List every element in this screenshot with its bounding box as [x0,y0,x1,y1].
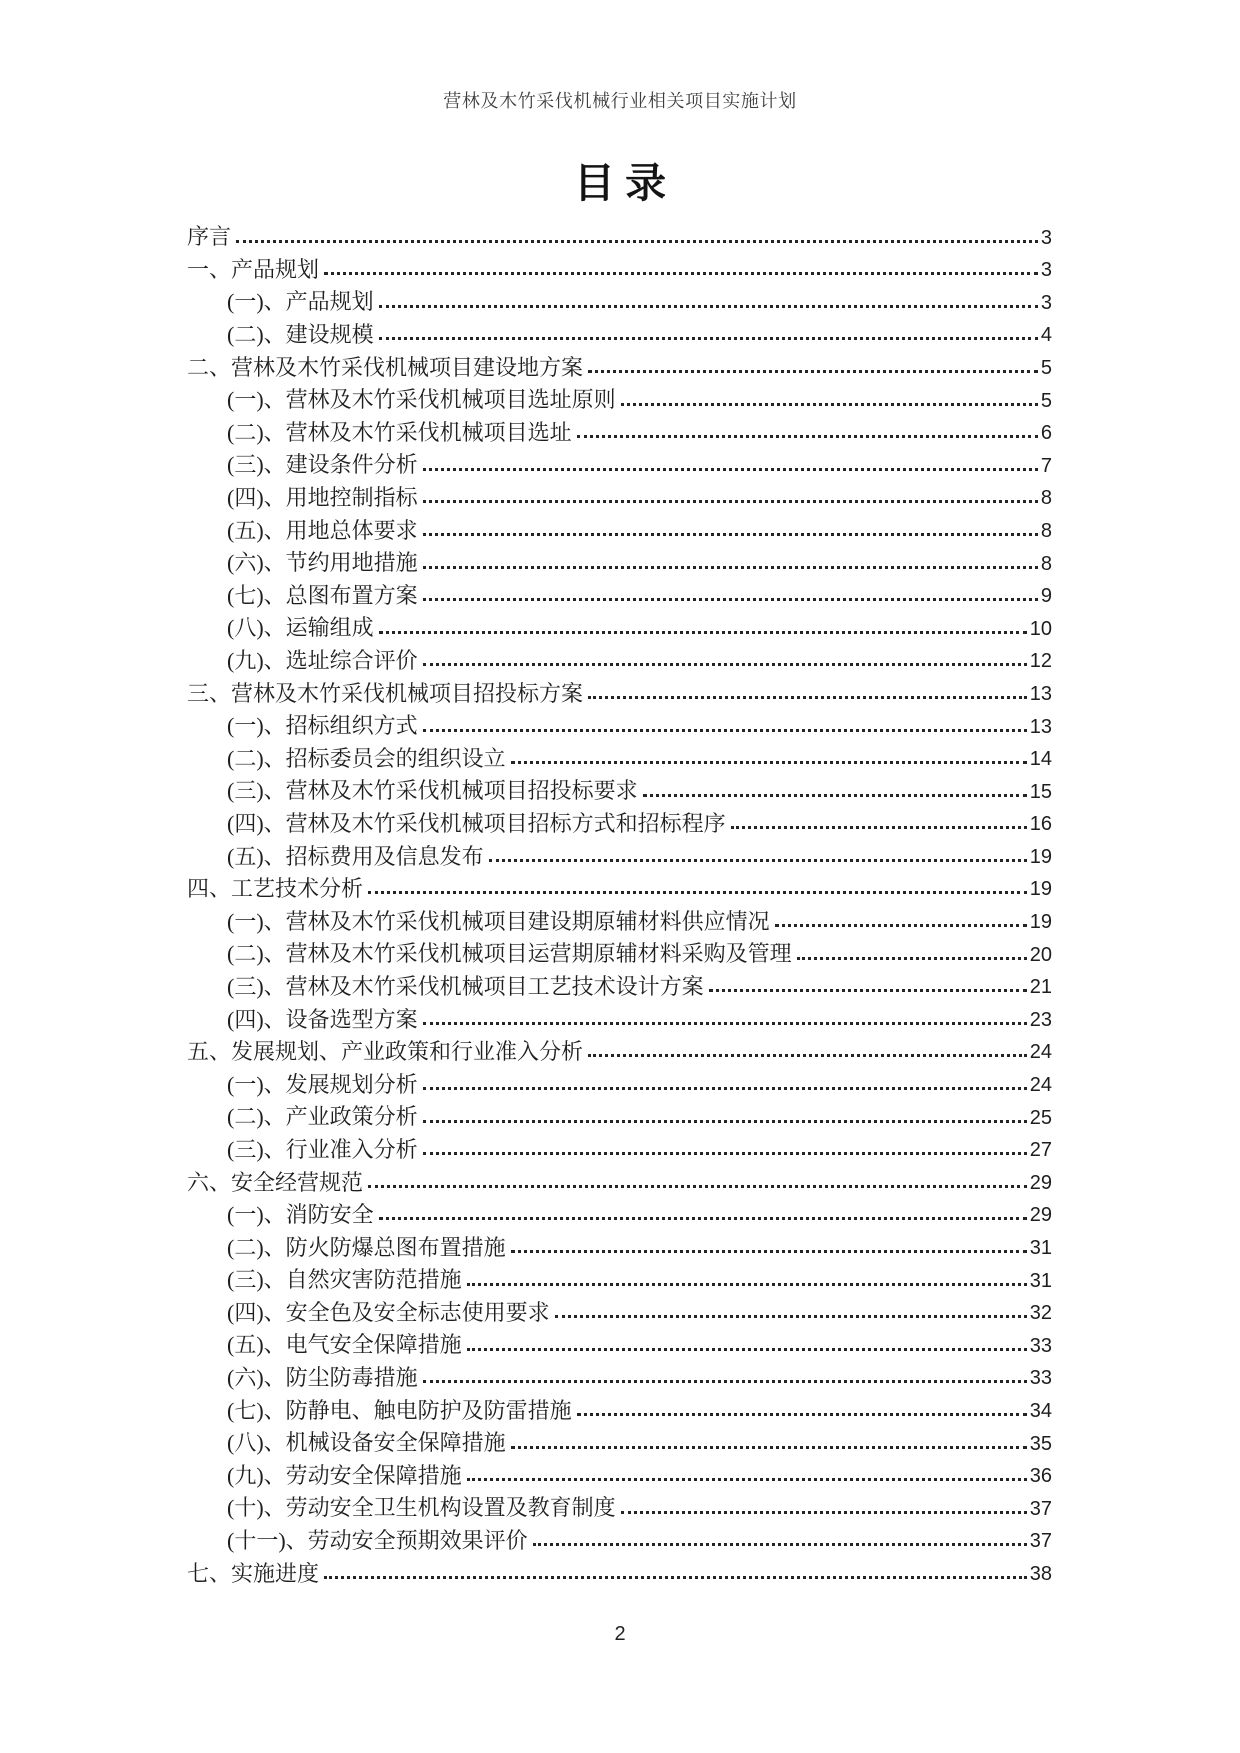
toc-entry[interactable] [187,445,1052,478]
toc-entry[interactable] [187,1260,1052,1293]
toc-entry-page-number: 38 [1029,1562,1052,1585]
dot-leader [709,989,1027,992]
toc-entry[interactable] [187,1064,1052,1097]
toc-entry-page-number: 8 [1040,519,1052,542]
dot-leader [368,891,1027,894]
toc-entry[interactable] [187,641,1052,674]
page-number-footer: 2 [614,1623,626,1645]
dot-leader [797,957,1027,960]
toc-entry-page-number: 33 [1029,1334,1052,1357]
toc-entry-page-number: 14 [1029,748,1052,771]
toc-entry-page-number: 5 [1040,356,1052,379]
toc-entry[interactable] [187,1130,1052,1163]
toc-entry-label: (二)、营林及木竹采伐机械项目选址 [227,419,572,445]
toc-entry-page-number: 34 [1029,1399,1052,1422]
toc-entry-label: (五)、招标费用及信息发布 [227,843,484,869]
toc-entry-label: (八)、机械设备安全保障措施 [227,1430,506,1456]
dot-leader [577,1413,1027,1416]
toc-entry-page-number: 24 [1029,1074,1052,1097]
toc-entry-page-number: 13 [1029,682,1052,705]
toc-entry-page-number: 9 [1040,585,1052,608]
dot-leader [379,631,1027,634]
toc-entry-label: (一)、营林及木竹采伐机械项目建设期原辅材料供应情况 [227,908,770,934]
toc-entry-page-number: 16 [1029,813,1052,836]
toc-entry[interactable] [187,1521,1052,1554]
toc-entry[interactable] [187,1423,1052,1456]
toc-entry-label: (三)、营林及木竹采伐机械项目招投标要求 [227,778,638,804]
toc-entry-label: (六)、防尘防毒措施 [227,1365,418,1391]
toc-entry[interactable] [187,315,1052,348]
toc-entry-page-number: 8 [1040,552,1052,575]
toc-entry[interactable] [187,347,1052,380]
toc-entry-page-number: 37 [1029,1530,1052,1553]
dot-leader [423,1152,1027,1155]
toc-entry-page-number: 23 [1029,1008,1052,1031]
toc-entry-page-number: 19 [1029,845,1052,868]
dot-leader [588,1054,1027,1057]
toc-entry-page-number: 19 [1029,911,1052,934]
toc-entry-label: (八)、运输组成 [227,615,374,641]
toc-entry-page-number: 27 [1029,1139,1052,1162]
toc-entry-page-number: 8 [1040,487,1052,510]
toc-entry-label: (三)、营林及木竹采伐机械项目工艺技术设计方案 [227,973,704,999]
dot-leader [324,272,1038,275]
toc-entry-label: (七)、防静电、触电防护及防雷措施 [227,1397,572,1423]
toc-entry-label: (七)、总图布置方案 [227,582,418,608]
toc-entry-label: 序言 [187,224,232,250]
toc-entry-label: (二)、建设规模 [227,322,374,348]
toc-entry-page-number: 3 [1040,226,1052,249]
toc-entry[interactable] [187,217,1052,250]
dot-leader [368,1185,1027,1188]
toc-entry[interactable] [187,999,1052,1032]
toc-entry[interactable] [187,836,1052,869]
dot-leader [731,826,1027,829]
dot-leader [621,1511,1027,1514]
toc-entry[interactable] [187,673,1052,706]
toc-entry-label: (五)、电气安全保障措施 [227,1332,462,1358]
toc-entry-label: 一、产品规划 [187,256,320,282]
toc-entry[interactable] [187,1162,1052,1195]
toc-entry-page-number: 19 [1029,878,1052,901]
toc-entry-label: (三)、行业准入分析 [227,1136,418,1162]
toc-entry-label: (四)、营林及木竹采伐机械项目招标方式和招标程序 [227,810,726,836]
toc-entry-label: (一)、发展规划分析 [227,1071,418,1097]
toc-entry[interactable] [187,804,1052,837]
toc-entry-page-number: 7 [1040,454,1052,477]
toc-entry-page-number: 35 [1029,1432,1052,1455]
toc-entry[interactable] [187,1195,1052,1228]
toc-entry-page-number: 20 [1029,943,1052,966]
toc-entry[interactable] [187,576,1052,609]
toc-entry-page-number: 4 [1040,324,1052,347]
toc-entry-label: (二)、招标委员会的组织设立 [227,745,506,771]
toc-entry-page-number: 12 [1029,650,1052,673]
document-header-title: 营林及木竹采伐机械行业相关项目实施计划 [443,91,797,111]
toc-entry-page-number: 3 [1040,259,1052,282]
table-of-contents [187,217,1052,1586]
dot-leader [643,794,1027,797]
toc-entry-label: 五、发展规划、产业政策和行业准入分析 [187,1039,584,1065]
dot-leader [577,435,1038,438]
dot-leader [423,1380,1027,1383]
toc-entry-label: 二、营林及木竹采伐机械项目建设地方案 [187,354,584,380]
toc-entry-page-number: 29 [1029,1204,1052,1227]
dot-leader [423,566,1038,569]
toc-entry[interactable] [187,1488,1052,1521]
toc-entry[interactable] [187,967,1052,1000]
dot-leader [621,403,1038,406]
dot-leader [423,500,1038,503]
toc-entry-label: 七、实施进度 [187,1560,320,1586]
toc-entry[interactable] [187,869,1052,902]
dot-leader [423,598,1038,601]
dot-leader [423,729,1027,732]
dot-leader [467,1478,1027,1481]
toc-entry-label: (二)、营林及木竹采伐机械项目运营期原辅材料采购及管理 [227,941,792,967]
toc-entry-page-number: 31 [1029,1237,1052,1259]
toc-entry-page-number: 13 [1029,715,1052,738]
dot-leader [324,1576,1027,1579]
dot-leader [489,859,1027,862]
toc-entry-label: (三)、自然灾害防范措施 [227,1267,462,1293]
toc-entry[interactable] [187,706,1052,739]
toc-entry[interactable] [187,543,1052,576]
toc-entry-label: (四)、安全色及安全标志使用要求 [227,1299,550,1325]
dot-leader [588,696,1027,699]
dot-leader [379,305,1038,308]
toc-entry-page-number: 5 [1040,389,1052,412]
toc-entry-label: (四)、设备选型方案 [227,1006,418,1032]
toc-entry[interactable] [187,1293,1052,1326]
toc-entry[interactable] [187,282,1052,315]
toc-entry-label: (一)、消防安全 [227,1202,374,1228]
toc-entry-label: 四、工艺技术分析 [187,876,364,902]
toc-entry-label: 三、营林及木竹采伐机械项目招投标方案 [187,680,584,706]
toc-entry-label: (十一)、劳动安全预期效果评价 [227,1528,528,1554]
toc-entry-page-number: 10 [1029,617,1052,640]
toc-entry[interactable] [187,510,1052,543]
dot-leader [511,1250,1027,1253]
toc-entry-label: (九)、劳动安全保障措施 [227,1462,462,1488]
toc-entry-label: (五)、用地总体要求 [227,517,418,543]
toc-entry-page-number: 6 [1040,422,1052,445]
toc-entry-page-number: 32 [1029,1302,1052,1325]
dot-leader [511,1446,1027,1449]
dot-leader [379,337,1038,340]
toc-entry[interactable] [187,478,1052,511]
toc-entry[interactable] [187,739,1052,772]
dot-leader [588,370,1038,373]
toc-entry-label: (六)、节约用地措施 [227,550,418,576]
dot-leader [423,1022,1027,1025]
toc-entry-label: (三)、建设条件分析 [227,452,418,478]
toc-entry[interactable] [187,1097,1052,1130]
toc-entry-page-number: 15 [1029,780,1052,803]
dot-leader [423,468,1038,471]
toc-entry-page-number: 33 [1029,1367,1052,1390]
dot-leader [511,761,1027,764]
dot-leader [533,1543,1027,1546]
dot-leader [467,1348,1027,1351]
toc-entry-label: (十)、劳动安全卫生机构设置及教育制度 [227,1495,616,1521]
toc-entry-label: (一)、营林及木竹采伐机械项目选址原则 [227,387,616,413]
toc-entry[interactable] [187,1390,1052,1423]
toc-entry-page-number: 21 [1029,976,1052,999]
dot-leader [236,240,1038,243]
toc-entry-page-number: 29 [1029,1171,1052,1194]
dot-leader [423,663,1027,666]
toc-entry[interactable] [187,1456,1052,1489]
toc-entry[interactable] [187,934,1052,967]
toc-entry-label: (一)、招标组织方式 [227,713,418,739]
dot-leader [423,1120,1027,1123]
toc-entry-label: (一)、产品规划 [227,289,374,315]
toc-entry-page-number: 24 [1029,1041,1052,1064]
page-title: 目 录 [573,160,667,206]
dot-leader [555,1315,1027,1318]
toc-entry-page-number: 37 [1029,1497,1052,1520]
dot-leader [775,924,1027,927]
toc-entry[interactable] [187,1032,1052,1065]
toc-entry[interactable] [187,608,1052,641]
toc-entry-page-number: 25 [1029,1106,1052,1129]
dot-leader [379,1217,1027,1220]
toc-entry[interactable] [187,1358,1052,1391]
toc-entry-page-number: 31 [1029,1269,1052,1292]
toc-entry-label: (四)、用地控制指标 [227,485,418,511]
toc-entry[interactable] [187,1553,1052,1586]
toc-entry-page-number: 3 [1040,291,1052,314]
toc-entry-label: (二)、防火防爆总图布置措施 [227,1234,506,1260]
toc-entry[interactable] [187,901,1052,934]
toc-entry-label: (二)、产业政策分析 [227,1104,418,1130]
dot-leader [423,1087,1027,1090]
toc-entry[interactable] [187,1227,1052,1260]
dot-leader [423,533,1038,536]
toc-entry[interactable] [187,1325,1052,1358]
toc-entry[interactable] [187,250,1052,283]
toc-entry[interactable] [187,771,1052,804]
toc-entry[interactable] [187,413,1052,446]
toc-entry-label: 六、安全经营规范 [187,1169,364,1195]
toc-entry-page-number: 36 [1029,1465,1052,1488]
dot-leader [467,1283,1027,1286]
toc-entry[interactable] [187,380,1052,413]
toc-entry-label: (九)、选址综合评价 [227,648,418,674]
